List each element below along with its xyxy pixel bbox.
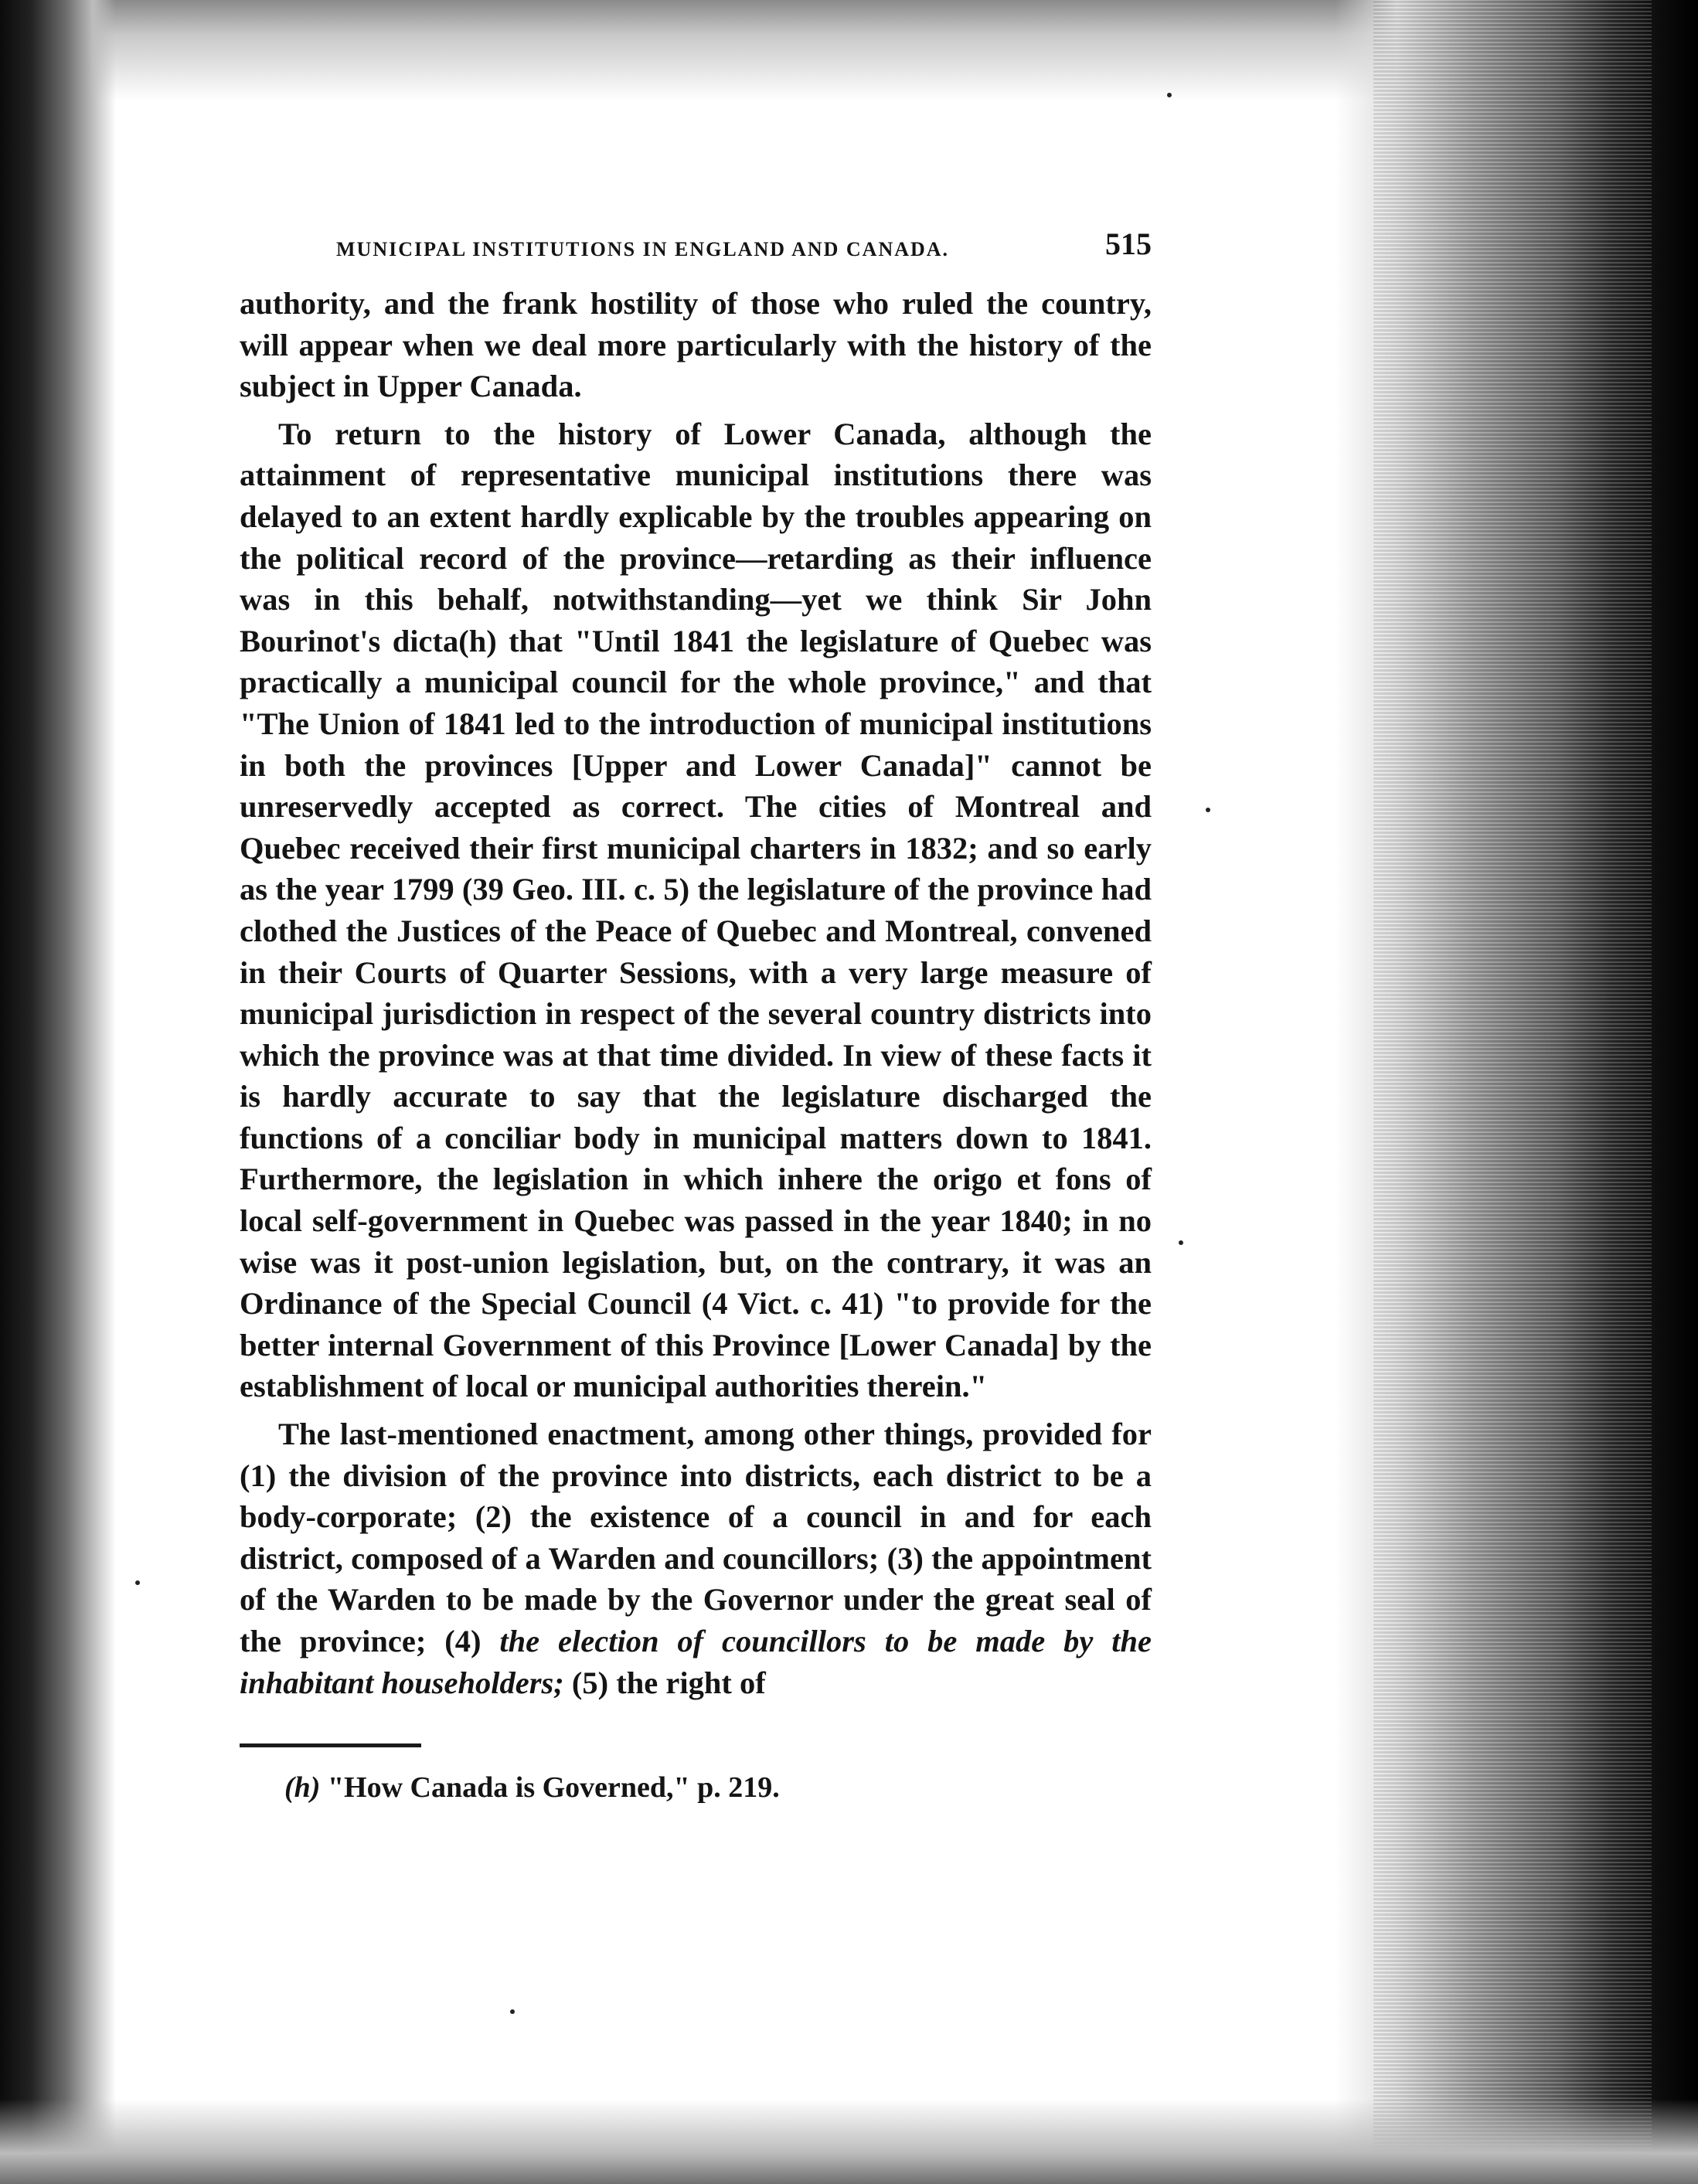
body-text [240,283,1152,1703]
paragraph-3-italic: the election of councillors to be made by the inhabitant householders; [240,1624,1152,1700]
book-page [240,224,1152,1805]
paragraph-3-text-after: (5) the right of [563,1665,766,1700]
scan-speck [1167,93,1172,97]
paragraph-3-text-before: The last-mentioned enactment, among other things, provided for (1) the division of the province into districts, each district to be a body-corporate; (2) the existence of a council in and for each district, composed of a Warden and councillors; (3) the appointment of the Warden to be made by the Governor under the great seal of the province; (4) [240,1417,1152,1658]
scan-speck [1206,808,1210,812]
scan-speck [510,2009,515,2014]
paragraph-1: authority, and the frank hostility of those who ruled the country, will appear when we deal more particularly with the history of the subject in Upper Canada. [240,286,1152,404]
footnote [240,1771,1152,1805]
scan-noise-right [1373,0,1652,2184]
scan-speck [135,1580,140,1585]
scan-speck [1179,1240,1183,1245]
footnote-rule [240,1743,421,1747]
running-head-title: MUNICIPAL INSTITUTIONS IN ENGLAND AND CANADA. [336,238,950,260]
paragraph-2: To return to the history of Lower Canada, although the attainment of representative municipal institutions there was delayed to an extent hardly explicable by the troubles appearing on the political record of the province—retarding as their influence was in this behalf, notwithstanding—yet we think Sir John Bourinot's dicta(h) that "Until 1841 the legislature of Quebec was practically a municipal council for the whole province," and that "The Union of 1841 led to the introduction of municipal institutions in both the provinces [Upper and Lower Canada]" cannot be unreservedly accepted as correct. The cities of Montreal and Quebec received their first municipal charters in 1832; and so early as the year 1799 (39 Geo. III. c. 5) the legislature of the province had clothed the Justices of the Peace of Quebec and Montreal, convened in their Courts of Quarter Sessions, with a very large measure of municipal jurisdiction in respect of the several country districts into which the province was at that time divided. In view of these facts it is hardly accurate to say that the legislature discharged the functions of a conciliar body in municipal matters down to 1841. Furthermore, the legislation in which inhere the origo et fons of local self-government in Quebec was passed in the year 1840; in no wise was it post-union legislation, but, on the contrary, it was an Ordinance of the Special Council (4 Vict. c. 41) "to provide for the better internal Government of this Province [Lower Canada] by the establishment of local or municipal authorities therein." [240,416,1152,1404]
footnote-text: "How Canada is Governed," p. 219. [327,1771,780,1805]
running-head [240,224,1152,270]
footnote-marker: (h) [284,1771,321,1805]
page-number: 515 [1105,226,1152,261]
scan-shadow-bottom [0,2099,1698,2184]
paragraph-3 [240,1413,1152,1703]
scan-shadow-left [0,0,116,2184]
